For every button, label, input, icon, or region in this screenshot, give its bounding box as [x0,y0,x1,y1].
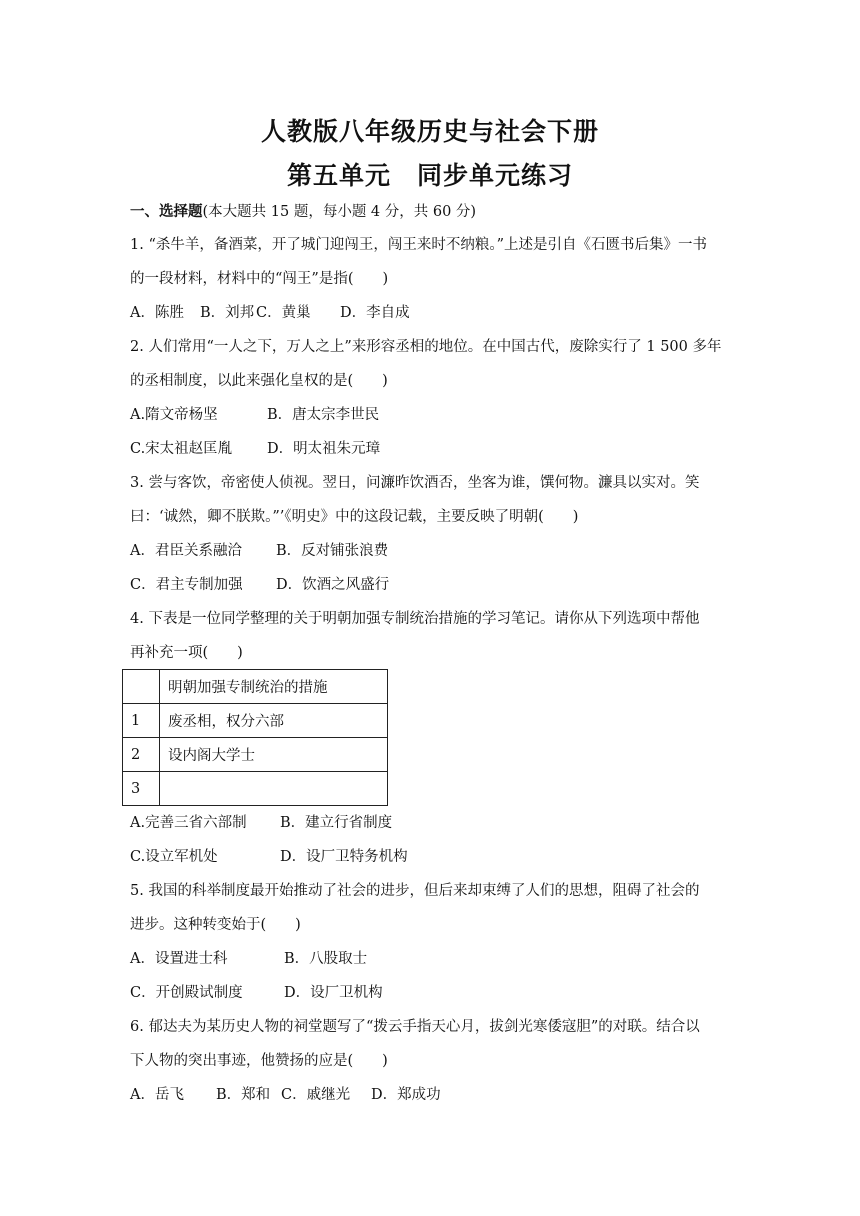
option-b: B．建立行省制度 [280,815,393,831]
table-cell [123,670,160,704]
question-5-line-2: 进步。这种转变始于( ) [130,917,301,933]
question-1-options [130,303,740,323]
option-d: D．李自成 [340,305,410,321]
table-cell [160,772,388,806]
table-cell: 1 [123,704,160,738]
question-2-options-row-1 [130,405,740,425]
section-title: 一、选择题 [130,203,203,220]
table-cell: 3 [123,772,160,806]
table-row [123,704,388,738]
option-c: C．戚继光 [281,1087,351,1103]
table-cell: 设内阁大学士 [160,738,388,772]
table-header-row [123,670,388,704]
option-c: C.宋太祖赵匡胤 [130,441,233,457]
question-3-line-2: 曰：‘诚然，卿不朕欺。”’《明史》中的这段记载，主要反映了明朝( ) [130,509,579,525]
question-4-options-row-2 [130,847,740,867]
study-notes-table [122,669,388,806]
question-6-options [130,1085,740,1105]
question-2-line-2: 的丞相制度，以此来强化皇权的是( ) [130,373,388,389]
table-row [123,738,388,772]
question-5-options-row-1 [130,949,740,969]
section-heading [130,202,740,222]
option-a: A．陈胜 [130,305,184,321]
option-b: B．刘邦 [200,305,255,321]
option-a: A.完善三省六部制 [130,815,247,831]
option-b: B．反对铺张浪费 [276,543,389,559]
table-header-cell: 明朝加强专制统治的措施 [160,670,388,704]
table-cell: 废丞相，权分六部 [160,704,388,738]
option-d: D．设厂卫特务机构 [280,849,408,865]
option-c: C．黄巢 [256,305,311,321]
question-1-line-2: 的一段材料，材料中的“闯王”是指( ) [130,271,389,287]
option-b: B．唐太宗李世民 [267,407,380,423]
document-subtitle: 第五单元 同步单元练习 [286,161,573,190]
question-1-line-1: 1. “杀牛羊，备酒菜，开了城门迎闯王，闯王来时不纳粮。”上述是引自《石匮书后集》一书 [130,237,708,253]
option-a: A.隋文帝杨坚 [130,407,218,423]
table-row [123,772,388,806]
option-c: C．开创殿试制度 [130,985,243,1001]
question-6-line-2: 下人物的突出事迹，他赞扬的应是( ) [130,1053,388,1069]
option-b: B．八股取士 [284,951,368,967]
option-d: D．设厂卫机构 [284,985,383,1001]
question-4-line-2: 再补充一项( ) [130,645,243,661]
question-5-line-1: 5. 我国的科举制度最开始推动了社会的进步，但后来却束缚了人们的思想，阻碍了社会的 [130,883,700,899]
question-3-options-row-1 [130,541,740,561]
section-note: (本大题共 15 题，每小题 4 分，共 60 分) [202,204,477,220]
question-6-line-1: 6. 郁达夫为某历史人物的祠堂题写了“拨云手指天心月，拔剑光寒倭寇胆”的对联。结合以 [130,1019,700,1035]
option-c: C．君主专制加强 [130,577,243,593]
option-b: B．郑和 [216,1087,271,1103]
table-cell: 2 [123,738,160,772]
document-title: 人教版八年级历史与社会下册 [260,117,599,146]
question-3-line-1: 3. 尝与客饮，帝密使人侦视。翌日，问濂昨饮酒否，坐客为谁，馔何物。濂具以实对。笑 [130,475,700,491]
question-4-options-row-1 [130,813,740,833]
question-2-options-row-2 [130,439,740,459]
question-3-options-row-2 [130,575,740,595]
option-d: D．明太祖朱元璋 [267,441,381,457]
option-d: D．郑成功 [371,1087,441,1103]
question-4-line-1: 4. 下表是一位同学整理的关于明朝加强专制统治措施的学习笔记。请你从下列选项中帮他 [130,611,700,627]
option-a: A．君臣关系融洽 [130,543,242,559]
option-c: C.设立军机处 [130,849,218,865]
option-a: A．岳飞 [130,1087,184,1103]
question-5-options-row-2 [130,983,740,1003]
option-d: D．饮酒之风盛行 [276,577,390,593]
question-2-line-1: 2. 人们常用“一人之下，万人之上”来形容丞相的地位。在中国古代，废除实行了 1 500 多年 [130,339,722,355]
option-a: A．设置进士科 [130,951,228,967]
